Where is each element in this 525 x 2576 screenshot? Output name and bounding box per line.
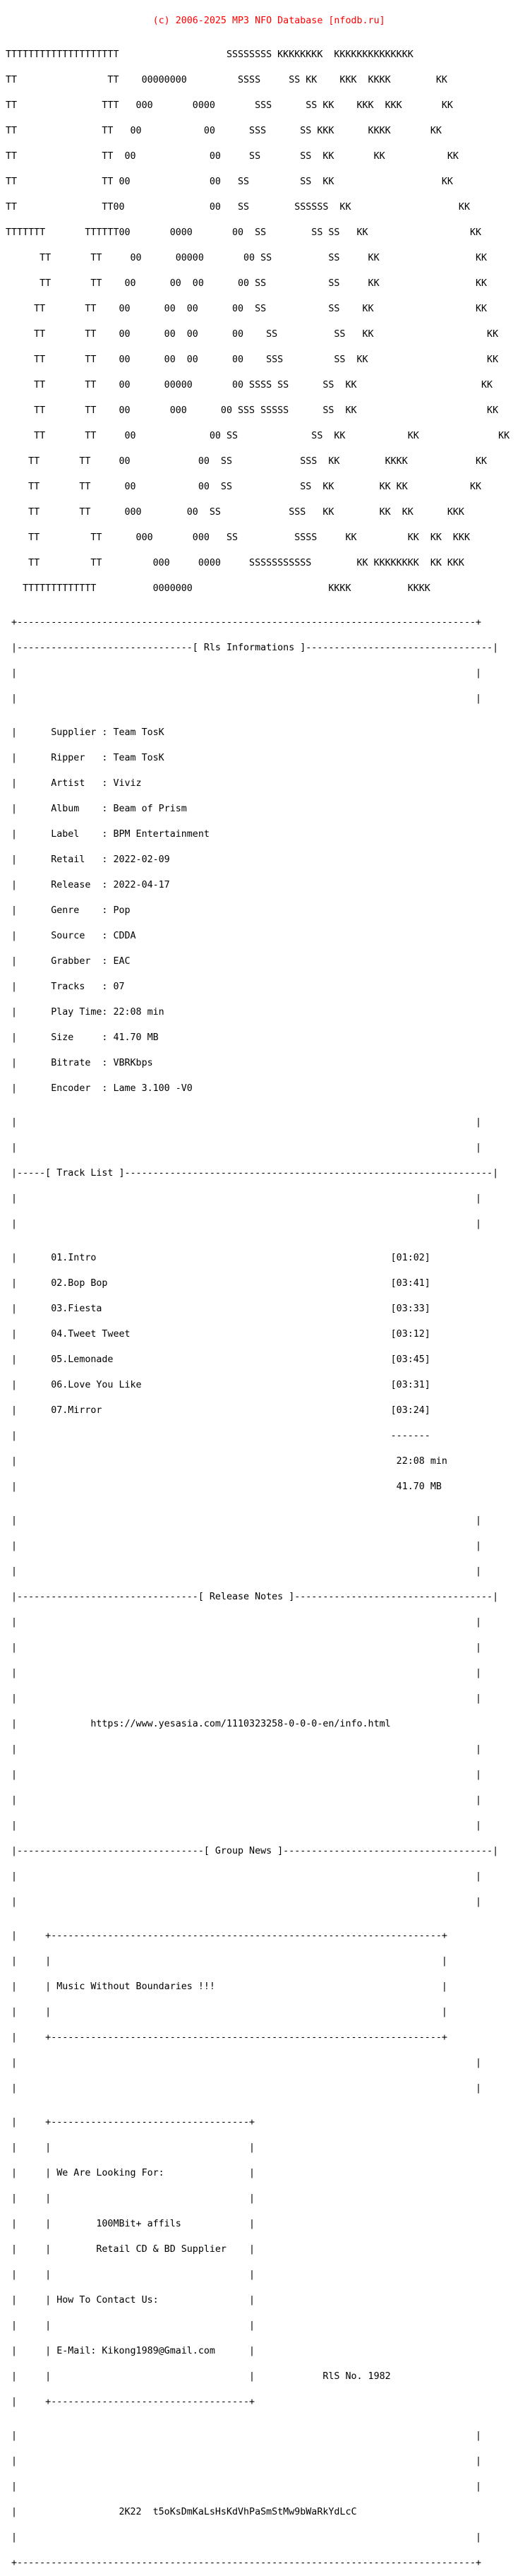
logo-line: TT TT 00 000 00 SSS SSSSS SS KK KK: [6, 405, 499, 416]
contact-box-line: | | |: [6, 2193, 255, 2204]
frame-empty-line: | |: [6, 1219, 482, 1229]
logo-line: TT TT 00 00 SS SS KK KK: [6, 177, 453, 187]
frame-empty-line: | |: [6, 2532, 482, 2543]
logo-line: TT TT 000 00 SS SSS KK KK KK KKK: [6, 507, 464, 518]
track-row: | 04.Tweet Tweet [03:12]: [6, 1329, 430, 1340]
logo-line: TT TT 00 00 SS SS KK KK KK KK: [6, 482, 482, 492]
contact-email: | | E-Mail: Kikong1989@Gmail.com |: [6, 2346, 255, 2356]
contact-box-bottom: | +-----------------------------------+: [6, 2397, 255, 2407]
copyright-header: (c) 2006-2025 MP3 NFO Database [nfodb.ru]: [6, 16, 385, 26]
frame-empty-line: | |: [6, 668, 482, 679]
frame-empty-line: | |: [6, 1541, 482, 1551]
frame-empty-line: | |: [6, 1515, 482, 1526]
track-total-size: | 41.70 MB: [6, 1481, 442, 1492]
contact-box-top: | +-----------------------------------+: [6, 2117, 255, 2128]
frame-empty-line: | |: [6, 1820, 482, 1831]
logo-line: TT TTT 000 0000 SSS SS KK KKK KKK KK: [6, 100, 453, 111]
contact-supplier: | | Retail CD & BD Supplier |: [6, 2244, 255, 2255]
logo-line: TT TT 00 00 00 00 SS SS KK KK: [6, 329, 499, 340]
frame-empty-line: | |: [6, 1668, 482, 1678]
contact-affils: | | 100MBit+ affils |: [6, 2219, 255, 2229]
logo-line: TT TT 00 00000 00 SS SS KK KK: [6, 253, 488, 263]
logo-line: TT TT 00 00 SS SSS KK KKKK KK: [6, 456, 488, 467]
news-box-bottom: | +---------------------------------------------------------------------+: [6, 2032, 447, 2043]
track-row: | 01.Intro [01:02]: [6, 1253, 430, 1263]
release-number: | | | RlS No. 1982: [6, 2371, 391, 2382]
logo-line: TT TT 00 00 00 00 SS SS KK KK: [6, 304, 488, 314]
logo-line: TT TT 00 00 00 00 SS SS KK KK: [6, 278, 488, 289]
info-release: | Release : 2022-04-17: [6, 880, 170, 890]
frame-bottom-border: +---------------------------------------------------------------------------------+: [6, 2558, 482, 2568]
section-title-group-news: |---------------------------------[ Group News ]-------------------------------------|: [6, 1846, 499, 1856]
track-row: | 07.Mirror [03:24]: [6, 1405, 430, 1416]
info-ripper: | Ripper : Team TosK: [6, 753, 164, 763]
logo-line: TTTTTTTTTTTTT 0000000 KKKK KKKK: [6, 583, 430, 594]
info-label: | Label : BPM Entertainment: [6, 829, 210, 840]
frame-empty-line: | |: [6, 1193, 482, 1204]
nfo-document: [6, 0, 509, 2576]
frame-empty-line: | |: [6, 1871, 482, 1882]
logo-line: TTTTTTTTTTTTTTTTTTTT SSSSSSSS KKKKKKKK KKKKKKKKKKKKKK: [6, 49, 414, 60]
frame-empty-line: | |: [6, 1770, 482, 1780]
logo-line: TTTTTTT TTTTTT00 0000 00 SS SS SS KK KK: [6, 227, 482, 238]
info-retail: | Retail : 2022-02-09: [6, 854, 170, 865]
frame-empty-line: | |: [6, 2083, 482, 2094]
track-row: | 06.Love You Like [03:31]: [6, 1380, 430, 1390]
info-album: | Album : Beam of Prism: [6, 804, 187, 814]
section-title-rls-info: |-------------------------------[ Rls Informations ]---------------------------------|: [6, 643, 499, 653]
frame-top-border: +---------------------------------------------------------------------------------+: [6, 617, 482, 628]
section-title-track-list: |-----[ Track List ]-----------------------------------------------------------------|: [6, 1168, 499, 1179]
news-box-line: | | |: [6, 2007, 447, 2017]
logo-line: TT TT00 00 SS SSSSSS KK KK: [6, 202, 470, 213]
info-grabber: | Grabber : EAC: [6, 956, 131, 967]
track-row: | 03.Fiesta [03:33]: [6, 1304, 430, 1314]
track-row: | 02.Bop Bop [03:41]: [6, 1278, 430, 1289]
logo-line: TT TT 000 0000 SSSSSSSSSSS KK KKKKKKKK KK KKK: [6, 558, 464, 568]
track-total-separator: | -------: [6, 1431, 430, 1441]
frame-empty-line: | |: [6, 1143, 482, 1153]
info-source: | Source : CDDA: [6, 931, 136, 941]
frame-empty-line: | |: [6, 1566, 482, 1577]
news-box-line: | | |: [6, 1956, 447, 1967]
info-size: | Size : 41.70 MB: [6, 1032, 159, 1043]
frame-empty-line: | |: [6, 1117, 482, 1128]
frame-empty-line: | |: [6, 2058, 482, 2068]
release-notes-url: | https://www.yesasia.com/1110323258-0-0-0-en/info.html: [6, 1719, 391, 1729]
frame-empty-line: | |: [6, 1693, 482, 1704]
frame-empty-line: | |: [6, 1617, 482, 1628]
logo-line: TT TT 00 00 SS SS KK KK KK: [6, 431, 510, 441]
frame-empty-line: | |: [6, 1642, 482, 1653]
info-artist: | Artist : Viviz: [6, 778, 142, 789]
logo-line: TT TT 00 00 SSS SS KKK KKKK KK: [6, 126, 442, 136]
section-title-release-notes: |--------------------------------[ Release Notes ]-----------------------------------|: [6, 1592, 499, 1602]
news-slogan: | | Music Without Boundaries !!! |: [6, 1981, 447, 1992]
logo-line: TT TT 00 00 00 00 SSS SS KK KK: [6, 354, 499, 365]
frame-empty-line: | |: [6, 2456, 482, 2467]
contact-how-to: | | How To Contact Us: |: [6, 2295, 255, 2306]
frame-empty-line: | |: [6, 2431, 482, 2441]
contact-looking-for: | | We Are Looking For: |: [6, 2168, 255, 2178]
contact-box-line: | | |: [6, 2270, 255, 2280]
logo-line: TT TT 00000000 SSSS SS KK KKK KKKK KK: [6, 75, 447, 85]
logo-line: TT TT 00 00000 00 SSSS SS SS KK KK: [6, 380, 493, 390]
info-tracks: | Tracks : 07: [6, 982, 125, 992]
logo-line: TT TT 000 000 SS SSSS KK KK KK KKK: [6, 532, 470, 543]
frame-empty-line: | |: [6, 2481, 482, 2492]
contact-box-line: | | |: [6, 2320, 255, 2331]
info-play-time: | Play Time: 22:08 min: [6, 1007, 164, 1018]
frame-empty-line: | |: [6, 1744, 482, 1755]
track-total-time: | 22:08 min: [6, 1456, 447, 1467]
frame-empty-line: | |: [6, 693, 482, 704]
news-box-top: | +---------------------------------------------------------------------+: [6, 1931, 447, 1941]
contact-box-line: | | |: [6, 2142, 255, 2153]
info-bitrate: | Bitrate : VBRKbps: [6, 1058, 153, 1068]
frame-empty-line: | |: [6, 1897, 482, 1907]
info-supplier: | Supplier : Team TosK: [6, 727, 164, 738]
signature: | 2K22 t5oKsDmKaLsHsKdVhPaSmStMw9bWaRkYdLcC: [6, 2507, 357, 2517]
track-row: | 05.Lemonade [03:45]: [6, 1354, 430, 1365]
info-genre: | Genre : Pop: [6, 905, 131, 916]
info-encoder: | Encoder : Lame 3.100 -V0: [6, 1083, 193, 1094]
logo-line: TT TT 00 00 SS SS KK KK KK: [6, 151, 459, 162]
frame-empty-line: | |: [6, 1795, 482, 1806]
